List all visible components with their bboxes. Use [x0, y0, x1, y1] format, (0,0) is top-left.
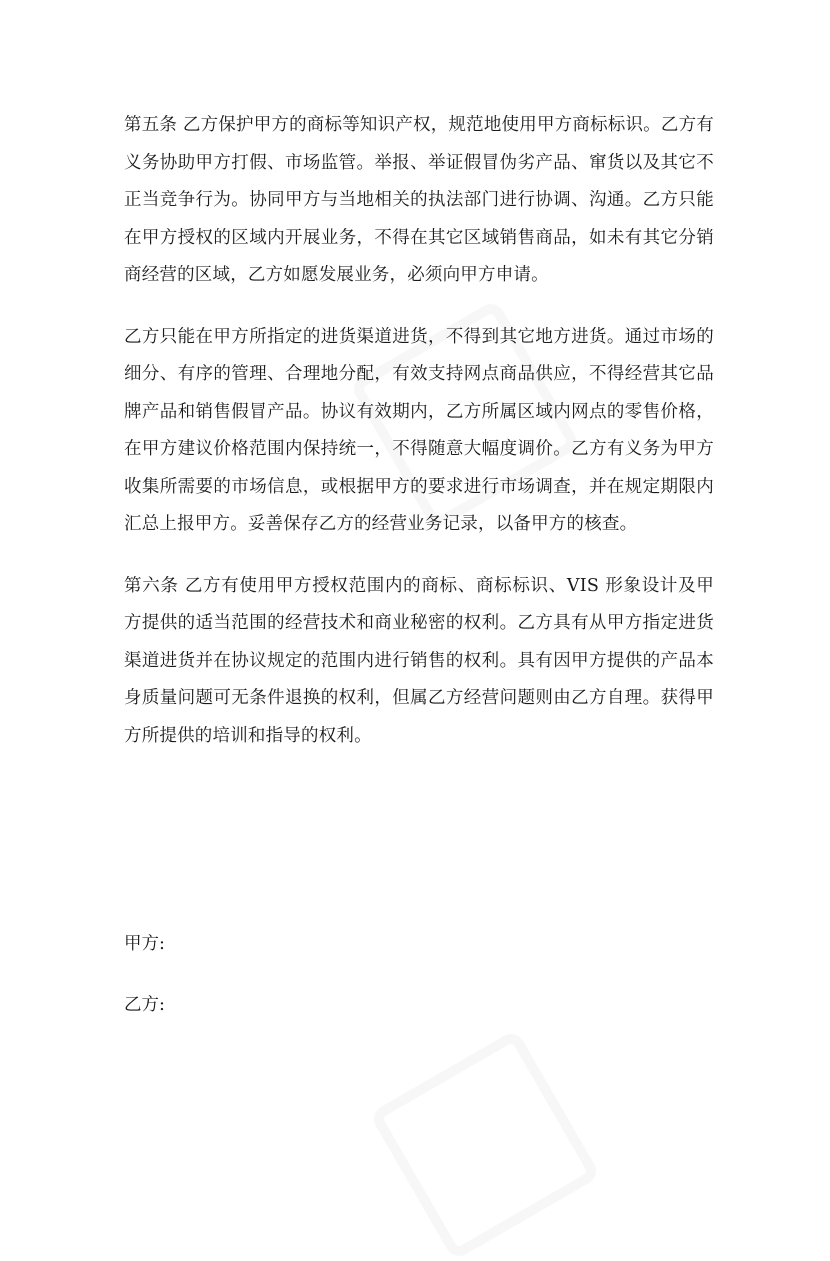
- document-body: [124, 107, 714, 755]
- paragraph-supply-channel: 乙方只能在甲方所指定的进货渠道进货，不得到其它地方进货。通过市场的细分、有序的管理、合理地分配，有效支持网点商品供应，不得经营其它品牌产品和销售假冒产品。协议有效期内，乙方所属区域内网点的零售价格，在甲方建议价格范围内保持统一，不得随意大幅度调价。乙方有义务为甲方收集所需要的市场信息，或根据甲方的要求进行市场调查，并在规定期限内汇总上报甲方。妥善保存乙方的经营业务记录，以备甲方的核查。: [124, 326, 714, 534]
- paragraph-article-5: 第五条 乙方保护甲方的商标等知识产权，规范地使用甲方商标标识。乙方有义务协助甲方打假、市场监管。举报、举证假冒伪劣产品、窜货以及其它不正当竞争行为。协同甲方与当地相关的执法部门进行协调、沟通。乙方只能在甲方授权的区域内开展业务，不得在其它区域销售商品，如未有其它分销商经营的区域，乙方如愿发展业务，必须向甲方申请。: [124, 115, 714, 285]
- watermark: [400, 1060, 570, 1230]
- signature-party-a: 甲方:: [124, 934, 165, 954]
- signature-party-b: 乙方:: [124, 995, 165, 1015]
- paragraph-article-6: 第六条 乙方有使用甲方授权范围内的商标、商标标识、VIS 形象设计及甲方提供的适当范围的经营技术和商业秘密的权利。乙方具有从甲方指定进货渠道进货并在协议规定的范围内进行销售的权利。具有因甲方提供的产品本身质量问题可无条件退换的权利，但属乙方经营问题则由乙方自理。获得甲方所提供的培训和指导的权利。: [124, 575, 714, 746]
